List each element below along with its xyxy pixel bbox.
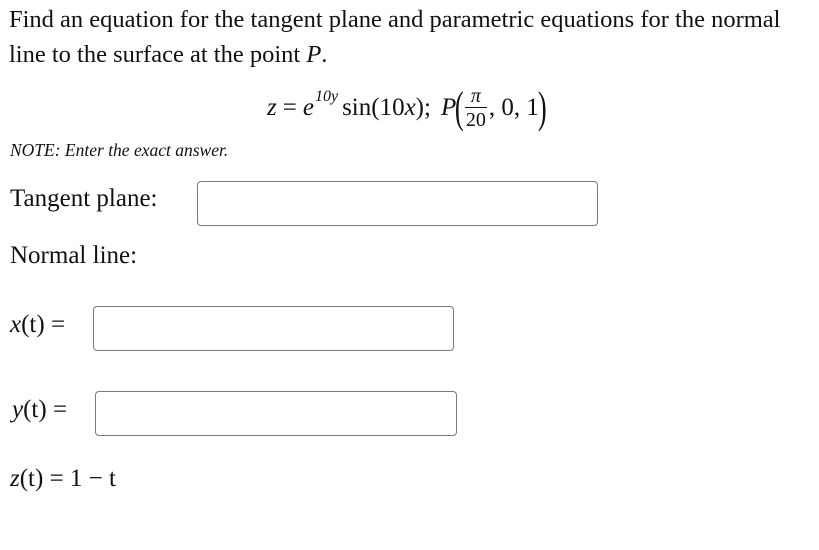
eq-sign: = xyxy=(282,94,297,121)
eq-var-x: x xyxy=(404,94,416,121)
x-t-label xyxy=(10,311,65,339)
eq-frac-den: 20 xyxy=(465,109,486,131)
eq-base: e xyxy=(302,94,314,121)
eq-exponent: 10y xyxy=(314,88,339,105)
y-t-var: y xyxy=(12,396,24,423)
y-t-input[interactable] xyxy=(95,391,457,436)
z-t-expression xyxy=(10,465,116,493)
z-t-rest: (t) = 1 − t xyxy=(19,465,116,492)
eq-frac-num: π xyxy=(470,85,481,107)
prompt-end: . xyxy=(321,41,328,68)
tangent-plane-label: Tangent plane: xyxy=(10,185,158,212)
problem-statement xyxy=(9,2,809,72)
normal-line-label: Normal line: xyxy=(10,242,138,269)
surface-equation xyxy=(267,78,546,138)
prompt-point: P xyxy=(306,41,322,68)
eq-fraction xyxy=(465,86,487,130)
eq-frac-bar xyxy=(465,107,487,108)
z-t-var: z xyxy=(10,465,20,492)
eq-lhs: z xyxy=(267,94,277,121)
y-t-label xyxy=(12,396,67,424)
prompt-text: Find an equation for the tangent plane and parametric equations for the normal line to the surface at the point xyxy=(9,6,781,68)
eq-point-label: P xyxy=(440,94,457,121)
tangent-plane-input[interactable] xyxy=(197,181,598,226)
eq-func: sin(10 xyxy=(342,94,405,121)
x-t-var: x xyxy=(10,311,22,338)
eq-close-paren: ) xyxy=(537,83,547,132)
note-text: NOTE: Enter the exact answer. xyxy=(10,140,229,160)
eq-point-rest: , 0, 1 xyxy=(488,94,539,121)
eq-open-paren: ( xyxy=(455,83,464,132)
x-t-rest: (t) = xyxy=(21,311,66,338)
x-t-input[interactable] xyxy=(93,306,454,351)
eq-func-close: ); xyxy=(415,94,431,121)
y-t-rest: (t) = xyxy=(23,396,68,423)
